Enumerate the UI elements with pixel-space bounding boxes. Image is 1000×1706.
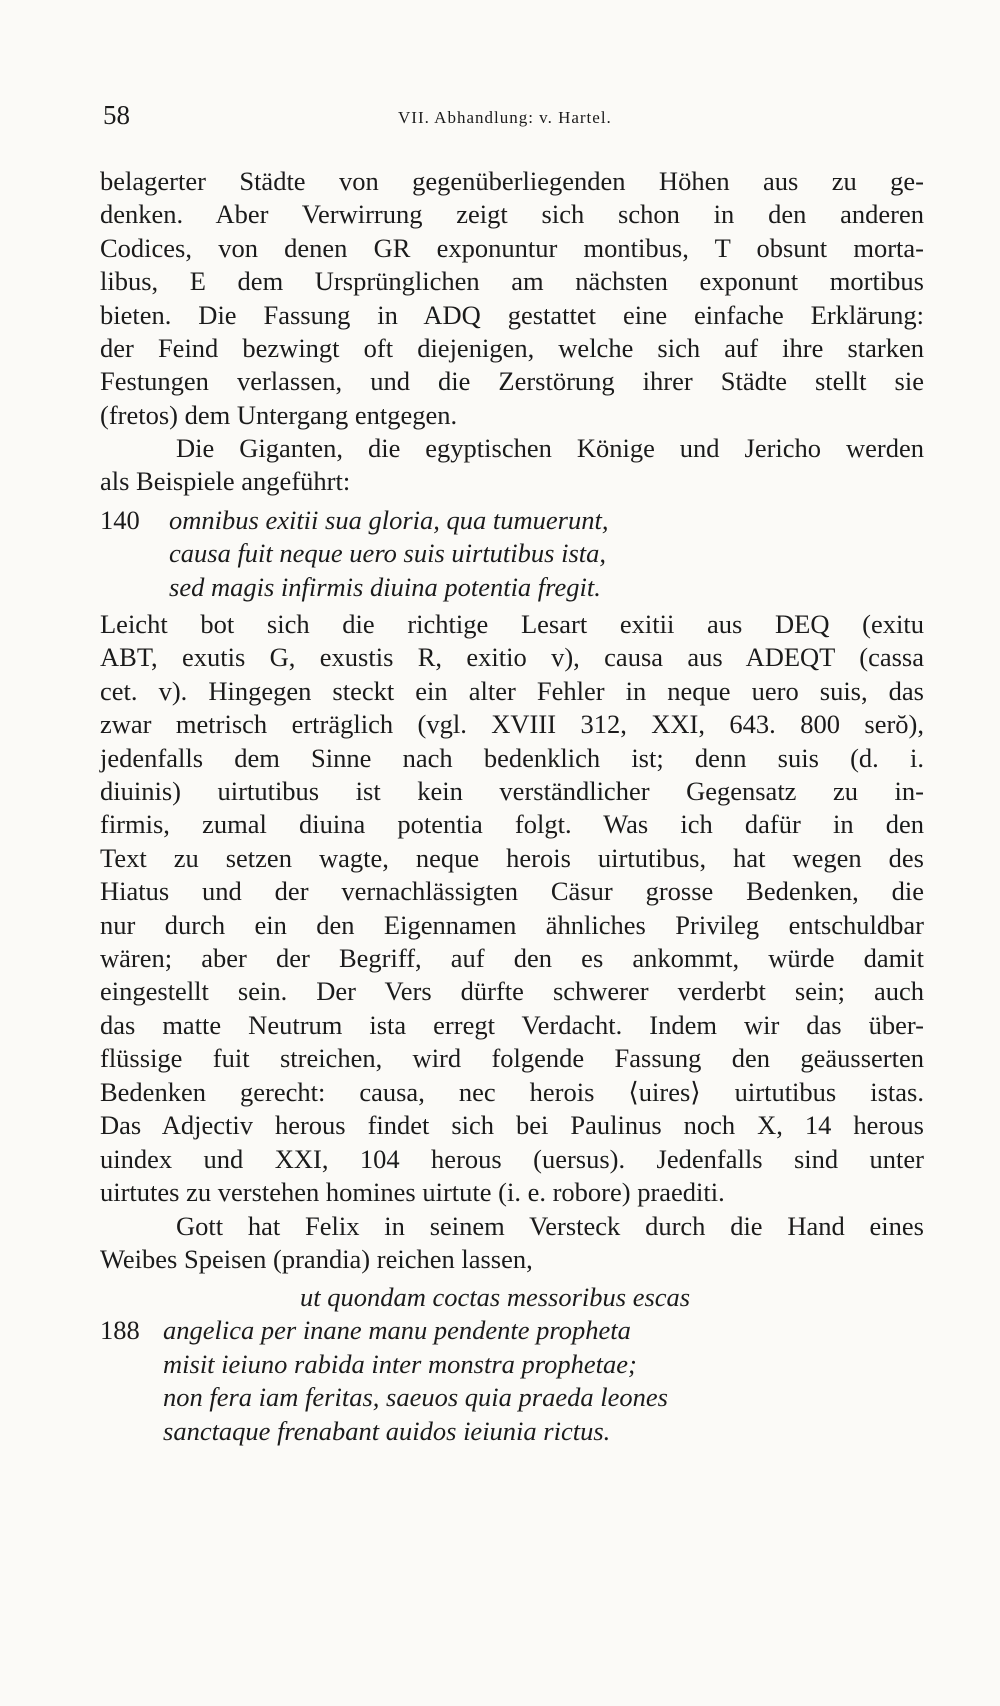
verse-text: sanctaque frenabant auidos ieiunia rictus. bbox=[163, 1415, 611, 1446]
verse-line bbox=[100, 1415, 924, 1448]
text-line: libus, E dem Ursprünglichen am nächsten exponunt mortibus bbox=[100, 266, 924, 297]
text-line: firmis, zumal diuina potentia folgt. Was ich dafür in den bbox=[100, 809, 924, 840]
text-line: nur durch ein den Eigennamen ähnliches Privileg entschuldbar bbox=[100, 909, 924, 940]
text-line: jedenfalls dem Sinne nach bedenklich ist; denn suis (d. i. bbox=[100, 742, 924, 773]
verse-block-140 bbox=[100, 504, 924, 604]
text-line: bieten. Die Fassung in ADQ gestattet eine einfache Erklärung: bbox=[100, 299, 924, 330]
text-line: (fretos) dem Untergang entgegen. bbox=[100, 399, 458, 430]
verse-line bbox=[100, 504, 924, 537]
page-header bbox=[103, 100, 923, 136]
text-line: eingestellt sein. Der Vers dürfte schwerer verderbt sein; auch bbox=[100, 976, 924, 1007]
paragraph-1 bbox=[100, 165, 924, 432]
verse-text: causa fuit neque uero suis uirtutibus ista, bbox=[169, 538, 607, 569]
text-line: Codices, von denen GR exponuntur montibus, T obsunt morta- bbox=[100, 232, 924, 263]
text-line: als Beispiele angeführt: bbox=[100, 466, 351, 497]
text-line: Weibes Speisen (prandia) reichen lassen, bbox=[100, 1244, 533, 1275]
text-line: ABT, exutis G, exustis R, exitio v), causa aus ADEQT (cassa bbox=[100, 642, 924, 673]
verse-line bbox=[100, 1348, 924, 1381]
text-line: denken. Aber Verwirrung zeigt sich schon in den anderen bbox=[100, 199, 924, 230]
text-line: belagerter Städte von gegenüberliegenden Höhen aus zu ge- bbox=[100, 166, 924, 196]
text-line: Das Adjectiv herous findet sich bei Paulinus noch X, 14 herous bbox=[100, 1110, 924, 1141]
text-line: cet. v). Hingegen steckt ein alter Fehler in neque uero suis, das bbox=[100, 675, 924, 706]
paragraph-2 bbox=[100, 432, 924, 499]
verse-block-188 bbox=[100, 1281, 924, 1448]
text-line: Hiatus und der vernachlässigten Cäsur grosse Bedenken, die bbox=[100, 876, 924, 907]
verse-number: 140 bbox=[100, 505, 140, 535]
text-line: der Feind bezwingt oft diejenigen, welche sich auf ihre starken bbox=[100, 333, 924, 364]
verse-text: non fera iam feritas, saeuos quia praeda leones bbox=[163, 1382, 668, 1413]
verse-line bbox=[100, 1381, 924, 1414]
verse-line bbox=[100, 537, 924, 570]
verse-text: angelica per inane manu pendente propheta bbox=[163, 1315, 631, 1346]
page-number: 58 bbox=[103, 100, 130, 130]
verse-text: sed magis infirmis diuina potentia fregit. bbox=[169, 571, 601, 602]
text-line: uirtutes zu verstehen homines uirtute (i. e. robore) praediti. bbox=[100, 1176, 725, 1207]
verse-line bbox=[100, 1281, 924, 1314]
verse-text: misit ieiuno rabida inter monstra prophetae; bbox=[163, 1348, 637, 1379]
verse-text: ut quondam coctas messoribus escas bbox=[300, 1282, 691, 1312]
verse-line bbox=[100, 571, 924, 604]
text-line: flüssige fuit streichen, wird folgende Fassung den geäusserten bbox=[100, 1043, 924, 1074]
text-line: Text zu setzen wagte, neque herois uirtutibus, hat wegen des bbox=[100, 842, 924, 873]
verse-text: omnibus exitii sua gloria, qua tumuerunt, bbox=[169, 505, 609, 535]
text-line: Festungen verlassen, und die Zerstörung ihrer Städte stellt sie bbox=[100, 366, 924, 397]
text-line: Gott hat Felix in seinem Versteck durch die Hand eines bbox=[176, 1211, 924, 1241]
text-line: Bedenken gerecht: causa, nec herois ⟨uires⟩ uirtutibus istas. bbox=[100, 1076, 924, 1107]
text-line: uindex und XXI, 104 herous (uersus). Jedenfalls sind unter bbox=[100, 1143, 924, 1174]
paragraph-3 bbox=[100, 608, 924, 1209]
running-head: VII. Abhandlung: v. Hartel. bbox=[398, 108, 612, 127]
text-line: diuinis) uirtutibus ist kein verständlicher Gegensatz zu in- bbox=[100, 776, 924, 807]
text-line: wären; aber der Begriff, auf den es ankommt, würde damit bbox=[100, 943, 924, 974]
text-line: zwar metrisch erträglich (vgl. XVIII 312, XXI, 643. 800 serŏ), bbox=[100, 709, 924, 740]
verse-line bbox=[100, 1314, 924, 1347]
paragraph-4 bbox=[100, 1210, 924, 1277]
text-line: das matte Neutrum ista erregt Verdacht. Indem wir das über- bbox=[100, 1009, 924, 1040]
text-line: Die Giganten, die egyptischen Könige und Jericho werden bbox=[176, 433, 924, 463]
text-line: Leicht bot sich die richtige Lesart exitii aus DEQ (exitu bbox=[100, 609, 924, 639]
verse-number: 188 bbox=[100, 1315, 140, 1346]
